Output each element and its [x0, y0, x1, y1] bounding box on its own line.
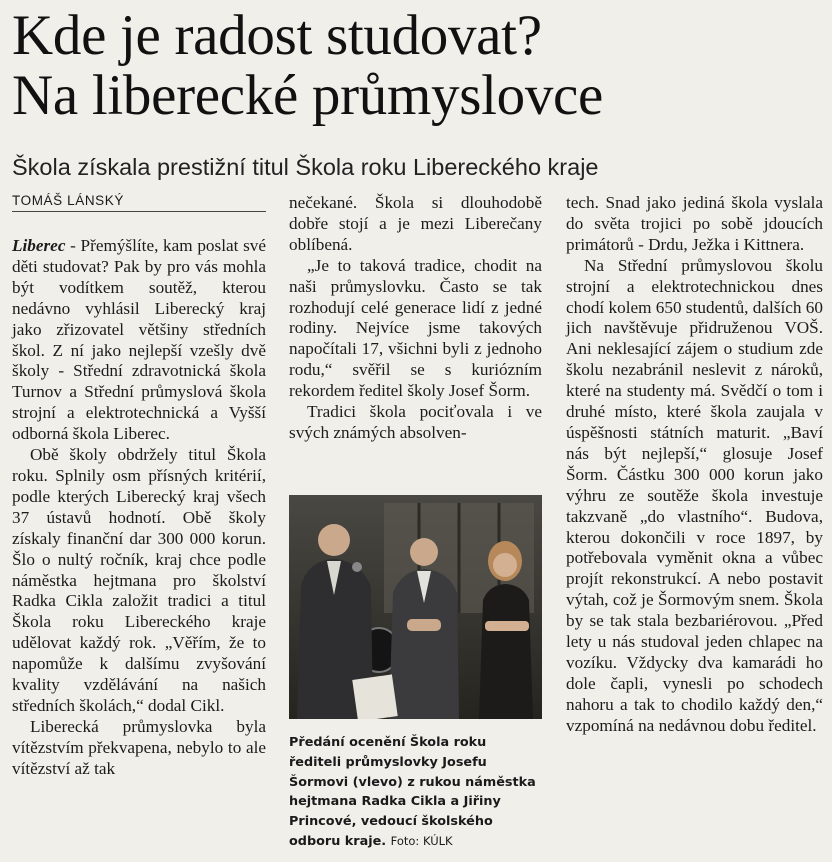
paragraph-text: - Přemýšlíte, kam poslat své děti studovat? Pak by pro vás mohla být vodítkem soutěž, kterou nedávno vyhlásil Liberecký kraj jako zřizovatel většiny středních škol. Z ní jako nejlepší vzešly dvě školy - Střední zdravotnická škola Turnov a Střední průmyslová škola strojní a elektrotechnická a Vyšší odborná škola Liberec. — [12, 236, 266, 444]
photo-caption — [289, 733, 542, 852]
paragraph: nečekané. Škola si dlouhodobě dobře stojí a je mezi Liberečany oblíbená. — [289, 193, 542, 254]
paragraph — [12, 236, 266, 445]
paragraph: Obě školy obdržely titul Škola roku. Splnily osm přísných kritérií, podle kterých Liberecký kraj všech 37 ústavů hodnotí. Obě školy získaly finanční dar 300 000 korun. Šlo o nultý ročník, kraj chce podle náměstka hejtmana pro školství Radka Cikla založit tradici a titul Škola roku Libereckého kraje udělovat každý rok. „Věřím, že to napomůže k dalšímu zvyšování kvality vzdělávání na našich středních školách,“ dodal Cikl. — [12, 445, 266, 715]
paragraph: tech. Snad jako jediná škola vyslala do světa trojici po sobě jdoucích primátorů - Drdu, Ježka i Kittnera. — [566, 193, 823, 254]
subheadline: Škola získala prestižní titul Škola roku Libereckého kraje — [12, 154, 599, 180]
article-column-2 — [289, 193, 542, 444]
dateline: Liberec — [12, 236, 66, 255]
headline — [12, 6, 827, 126]
paragraph: Liberecká průmyslovka byla vítězstvím překvapena, nebylo to ale vítězství až tak — [12, 716, 266, 778]
paragraph: „Je to taková tradice, chodit na naši průmyslovku. Často se tak rozhodují celé generace lidí z jedné rodiny. Nejvíce jsme takových napočítali 17, všichni byli z jednoho rodu,“ svěřil se s kuriózním rekordem ředitel školy Josef Šorm. — [289, 255, 542, 401]
award-ceremony-photo — [289, 495, 542, 719]
article-column-1 — [12, 236, 266, 780]
article-photo — [289, 495, 542, 719]
headline-line-1: Kde je radost studovat? — [12, 4, 542, 67]
article-column-3 — [566, 193, 823, 737]
headline-line-2: Na liberecké průmyslovce — [12, 64, 604, 127]
paragraph: Na Střední průmyslovou školu strojní a elektrotechnickou dnes chodí kolem 650 studentů, dalších 60 jich navštěvuje přidruženou VOŠ. Ani neklesající zájem o studium zde školu nezabránil neslevit z nároků, které na studenty má. Svědčí o tom i druhé místo, které škola zaujala v úspěšnosti státních maturit. „Baví nás být nejlepší,“ glosuje Josef Šorm. Částku 300 000 korun jako výhru ze soutěže škola investuje takzvaně „do vlastního“. Budova, kterou dokončili v roce 1897, by potřebovala vyměnit okna a vůbec projít rekonstrukcí. A nebo postavit výtah, což je Šormovým snem. Škola by se tak stala bezbariérovou. „Před lety u nás studoval jeden chlapec na vozíku. Vždycky dva kamarádi ho dole čapli, vynesli po schodech nahoru a tak to chodilo každý den,“ vzpomíná na nedávnou dobu ředitel. — [566, 255, 823, 735]
caption-text: Předání ocenění Škola roku řediteli průmyslovky Josefu Šormovi (vlevo) z rukou náměstka hejtmana Radka Cikla a Jiřiny Princové, vedoucí školského odboru kraje. — [289, 735, 536, 849]
photo-credit: Foto: KÚLK — [390, 833, 453, 848]
author-byline: TOMÁŠ LÁNSKÝ — [12, 193, 266, 212]
paragraph: Tradici škola pociťovala i ve svých známých absolven- — [289, 402, 542, 442]
